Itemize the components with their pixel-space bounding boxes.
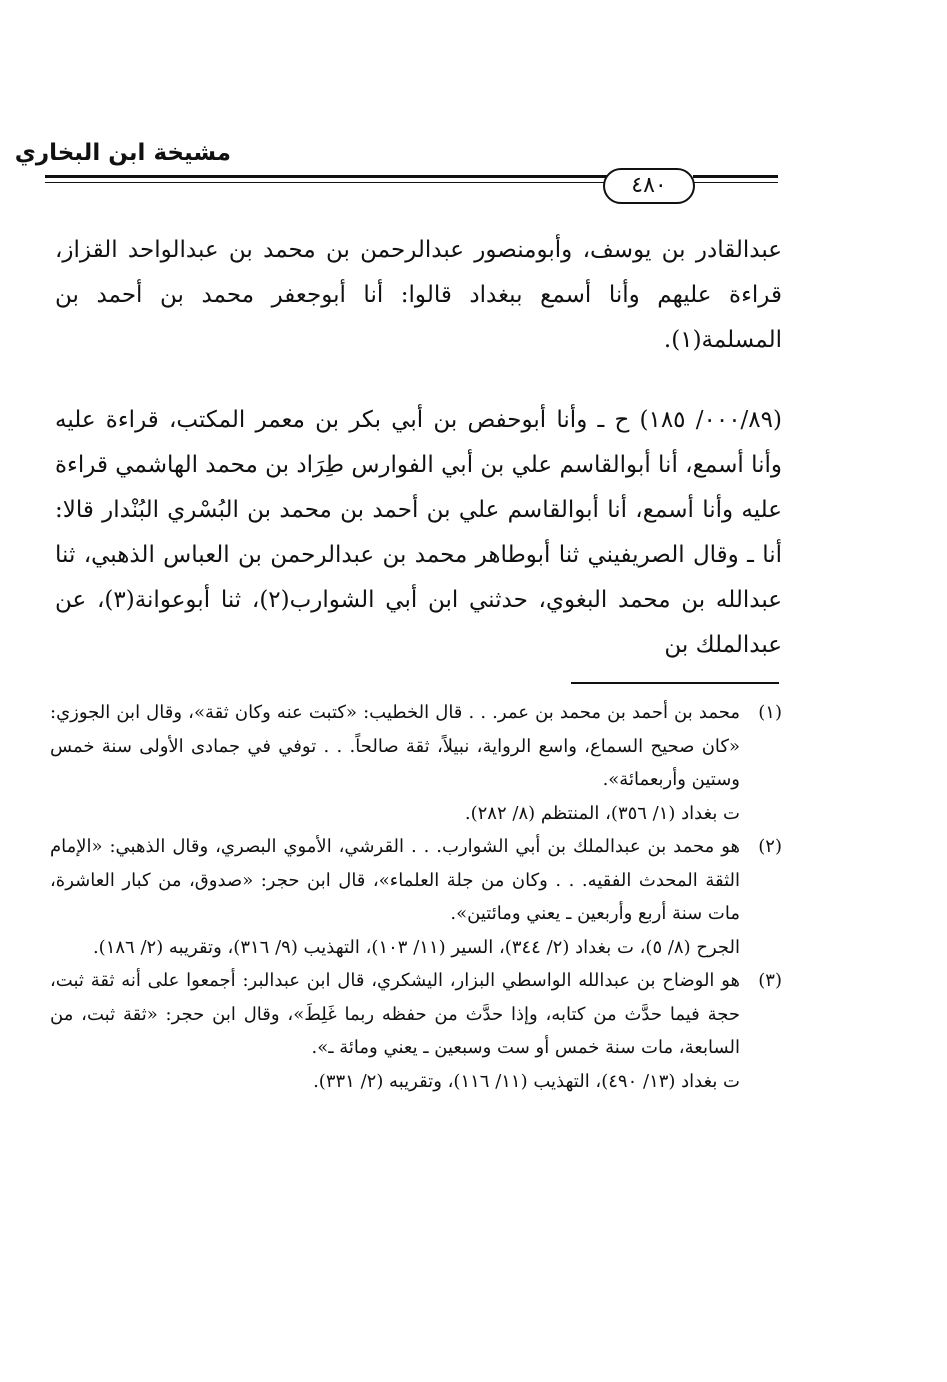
page-number: ٤٨٠ (603, 168, 695, 204)
footnote-text: محمد بن أحمد بن محمد بن عمر. . . قال الخطيب: «كتبت عنه وكان ثقة»، وقال ابن الجوزي: «كان صحيح السماع، واسع الرواية، نبيلاً، ثقة صالحاً. . . توفي في جمادى الأولى سنة خمس وستين وأربعمائة». (50, 702, 740, 790)
footnote-3 (50, 964, 782, 1098)
body-paragraph-2: (٠٠٠/٨٩/ ١٨٥) ح ـ وأنا أبوحفص بن أبي بكر بن معمر المكتب، قراءة عليه وأنا أسمع، أنا أبوالقاسم علي بن أبي الفوارس طِرَاد بن محمد الهاشمي قراءة عليه وأنا أسمع، أنا أبوالقاسم علي بن أحمد بن محمد بن البُسْري البُنْدار قالا: أنا ـ وقال الصريفيني ثنا أبوطاهر محمد بن عبدالرحمن بن العباس الذهبي، ثنا عبدالله بن محمد البغوي، حدثني ابن أبي الشوارب(٢)، ثنا أبوعوانة(٣)، عن عبدالملك بن (55, 407, 782, 658)
footnotes-section (50, 696, 782, 1098)
footnote-text: هو محمد بن عبدالملك بن أبي الشوارب. . . القرشي، الأموي البصري، وقال الذهبي: «الإمام الثقة المحدث الفقيه. . . وكان من جلة العلماء»، قال ابن حجر: «صدوق، من كبار العاشرة، مات سنة أربع وأربعين ـ يعني ومائتين». (50, 836, 740, 924)
body-paragraph-1: عبدالقادر بن يوسف، وأبومنصور عبدالرحمن بن محمد بن عبدالواحد القزاز، قراءة عليهم وأنا أسمع ببغداد قالوا: أنا أبوجعفر محمد بن أحمد بن المسلمة(١). (55, 237, 782, 353)
footnote-separator (571, 682, 779, 684)
footnote-2 (50, 830, 782, 964)
footnote-body (50, 964, 740, 1098)
header-rule-thin-right (693, 182, 778, 183)
footnote-body (50, 696, 740, 830)
footnote-sources: ت بغداد (١٣/ ٤٩٠)، التهذيب (١١/ ١١٦)، وتقريبه (٢/ ٣٣١). (313, 1070, 740, 1092)
footnote-sources: الجرح (٨/ ٥)، ت بغداد (٢/ ٣٤٤)، السير (١١/ ١٠٣)، التهذيب (٩/ ٣١٦)، وتقريبه (٢/ ١٨٦). (92, 936, 740, 958)
footnote-body (50, 830, 740, 964)
footnote-number: (١) (758, 702, 782, 723)
footnote-text: هو الوضاح بن عبدالله الواسطي البزار، اليشكري، قال ابن عبدالبر: أجمعوا على أنه ثقة ثبت، حجة فيما حدَّث من كتابه، وإذا حدَّث من حفظه ربما غَلِطَ»، وقال ابن حجر: «ثقة ثبت، من السابعة، مات سنة خمس أو ست وسبعين ـ يعني ومائة ـ». (50, 970, 740, 1058)
footnote-number: (٢) (758, 836, 782, 857)
header-rule-thin-left (45, 182, 611, 183)
footnote-1 (50, 696, 782, 830)
header-rule-thick-right (693, 175, 778, 178)
footnote-sources: ت بغداد (١/ ٣٥٦)، المنتظم (٨/ ٢٨٢). (464, 802, 740, 824)
header-rule-thick-left (45, 175, 611, 178)
footnote-number: (٣) (758, 970, 782, 991)
running-header-title: مشيخة ابن البخاري (14, 140, 231, 166)
